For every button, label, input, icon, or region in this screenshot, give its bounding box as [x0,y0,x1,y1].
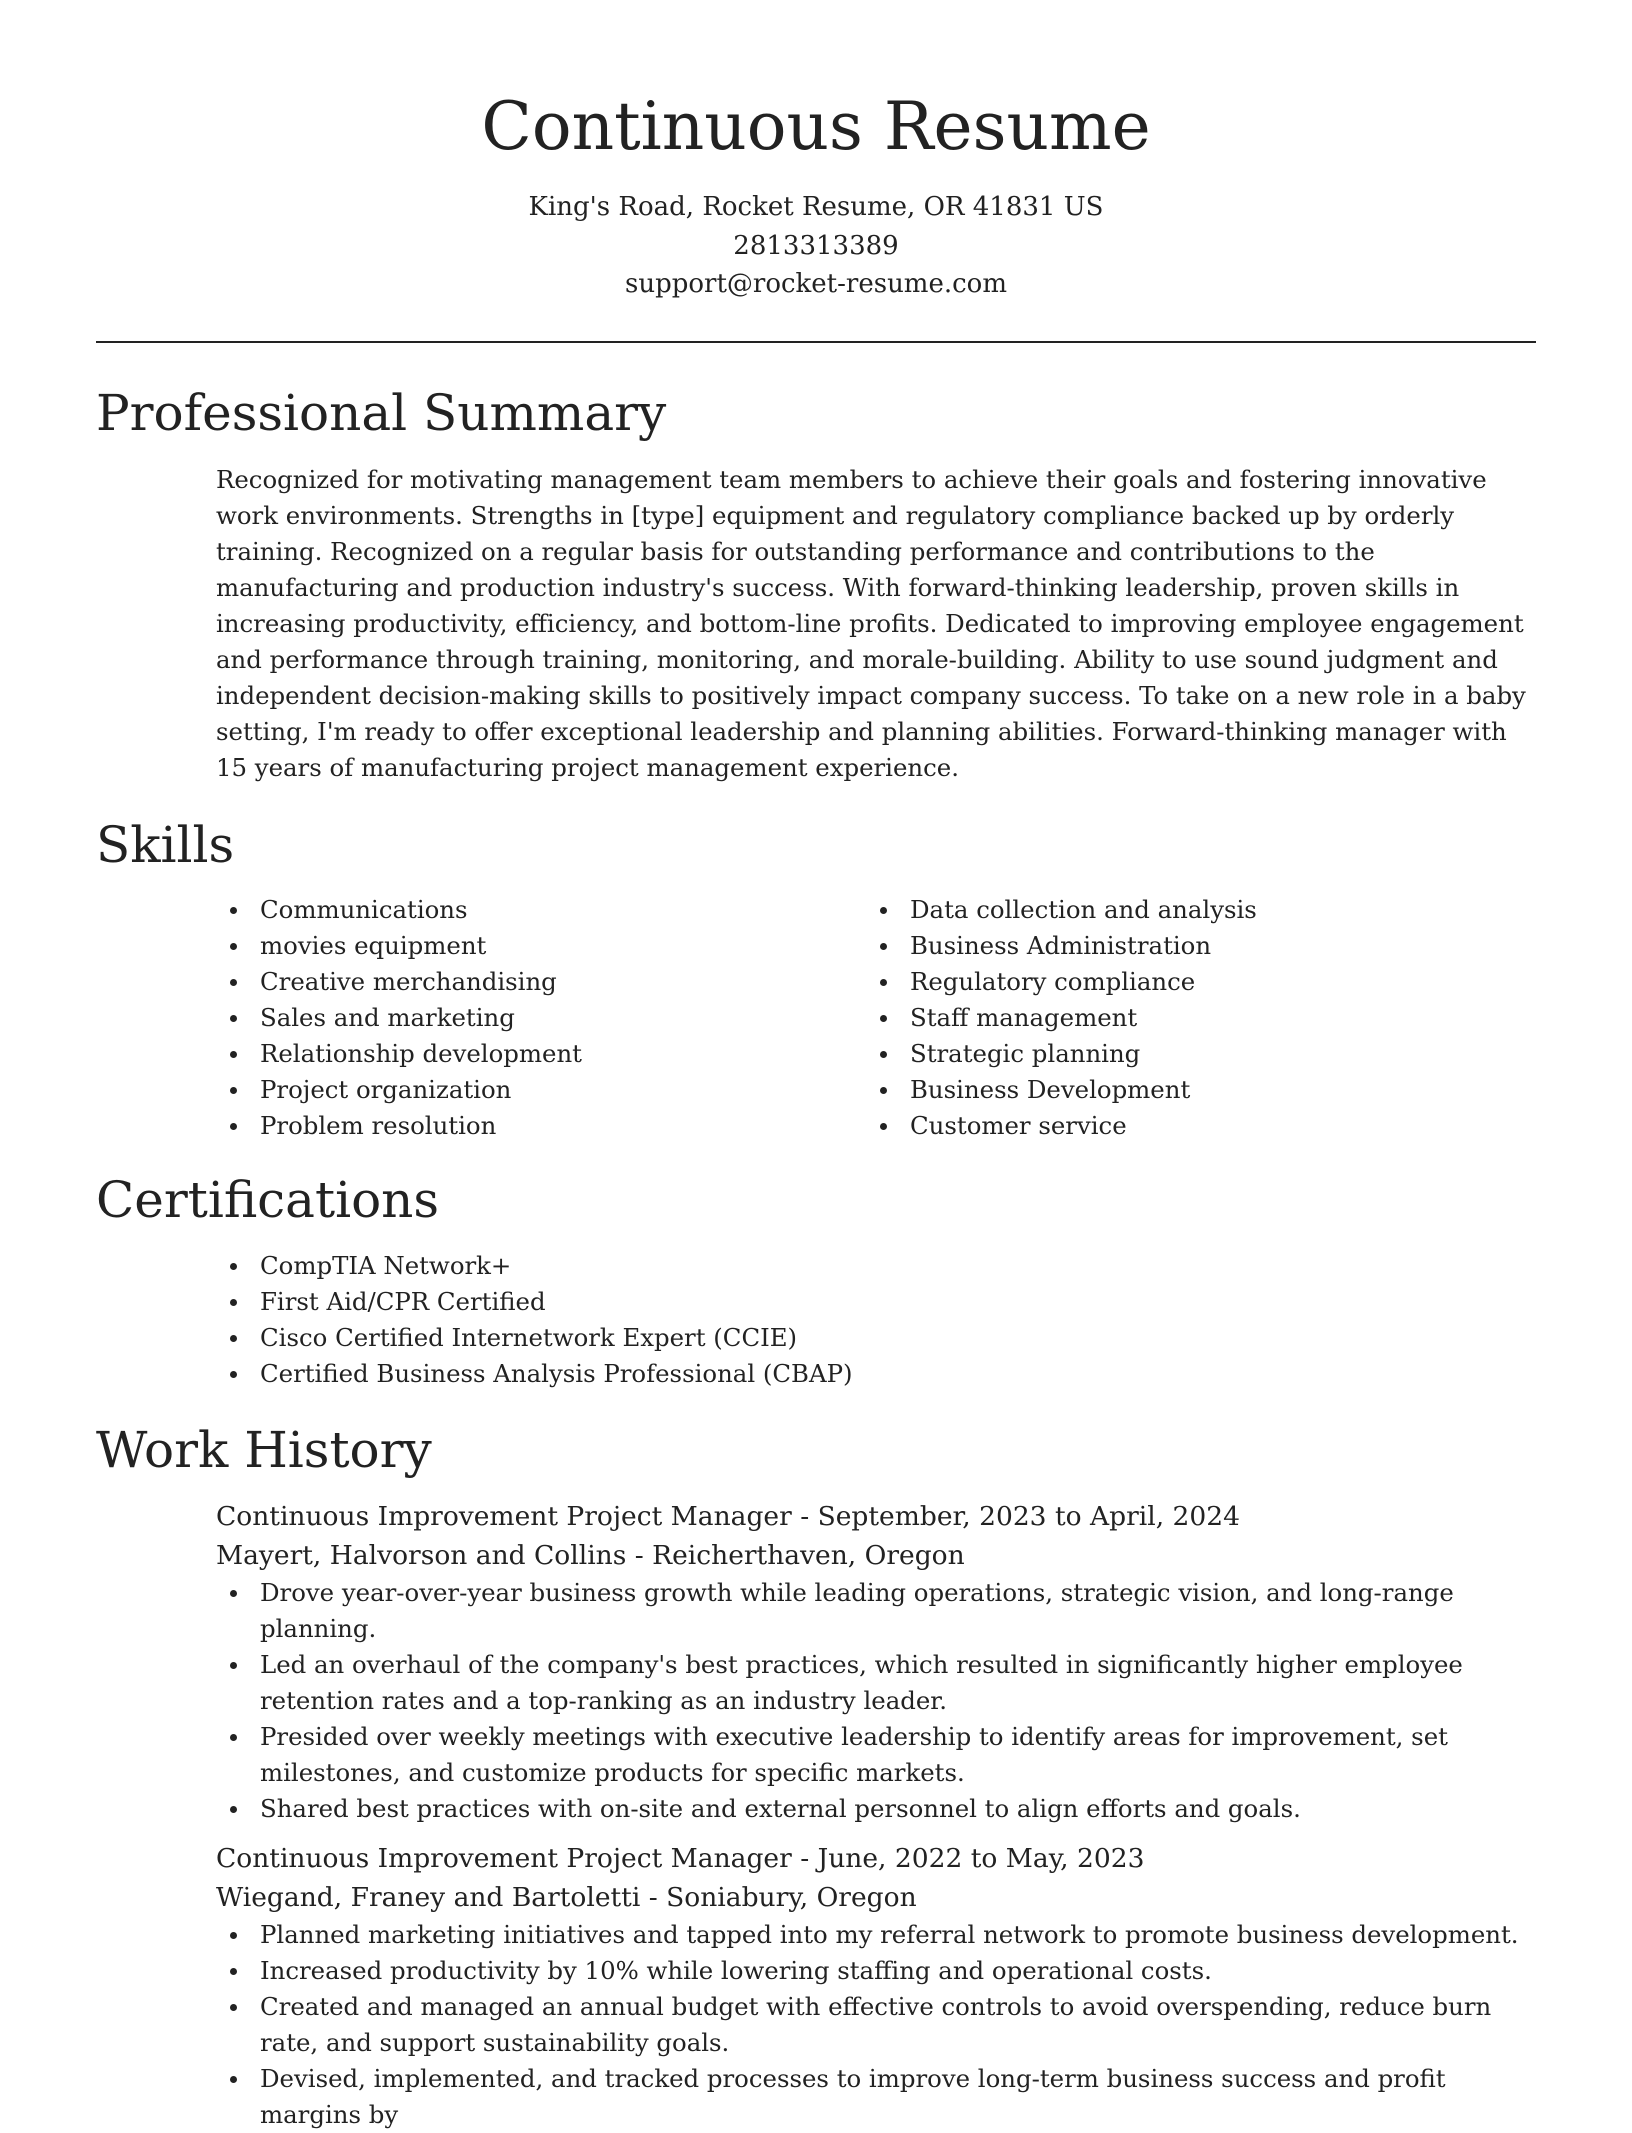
section-title-skills: Skills [96,816,235,874]
contact-address: King's Road, Rocket Resume, OR 41831 US [528,192,1104,222]
job-duty: Drove year-over-year business growth while leading operations, strategic vision, and long-range planning. [216,1575,1546,1647]
skill-item: Relationship development [216,1036,582,1072]
job-duties [216,1917,1546,2133]
skill-item: Business Development [866,1072,1257,1108]
candidate-name: Continuous Resume [481,88,1151,165]
skill-item: movies equipment [216,928,582,964]
job-duty: Presided over weekly meetings with executive leadership to identify areas for improvement, set milestones, and customize products for specific markets. [216,1719,1546,1791]
skill-item: Creative merchandising [216,964,582,1000]
job-entry [216,1498,1546,1827]
skill-item: Communications [216,892,582,928]
skill-item: Business Administration [866,928,1257,964]
job-duty: Created and managed an annual budget with effective controls to avoid overspending, reduce burn rate, and support sustainability goals. [216,1989,1546,2061]
job-title-line [216,1840,1546,1879]
skill-item: Strategic planning [866,1036,1257,1072]
skill-item: Data collection and analysis [866,892,1257,928]
job-location: Soniabury, Oregon [666,1881,917,1913]
job-company-line [216,1537,1546,1576]
skill-item: Staff management [866,1000,1257,1036]
resume-header [96,84,1536,304]
job-title-line [216,1498,1546,1537]
job-separator: - [626,1539,653,1571]
job-duty: Shared best practices with on-site and external personnel to align efforts and goals. [216,1791,1546,1827]
job-company-line [216,1879,1546,1918]
contact-block [96,188,1536,304]
skills-column-left [216,892,582,1144]
job-company: Wiegand, Franey and Bartoletti [216,1881,641,1913]
job-title: Continuous Improvement Project Manager [216,1501,792,1532]
contact-email: support@rocket-resume.com [624,269,1007,299]
section-title-certifications: Certifications [96,1171,440,1229]
skill-item: Regulatory compliance [866,964,1257,1000]
job-location: Reicherthaven, Oregon [652,1539,965,1571]
job-separator: - [640,1881,667,1913]
job-entry [216,1840,1546,2133]
job-duty: Devised, implemented, and tracked processes to improve long-term business success and profit margins by [216,2061,1546,2133]
job-separator: - [791,1501,818,1532]
section-title-work-history: Work History [96,1421,432,1479]
job-duties [216,1575,1546,1827]
certification-item: Cisco Certified Internetwork Expert (CCIE) [216,1320,853,1356]
skill-item: Customer service [866,1108,1257,1144]
summary-text: Recognized for motivating management team members to achieve their goals and fostering innovative work environments. Strengths in [type] equipment and regulatory compliance backed up by orderly training. Recognized on a regular basis for outstanding performance and contributions to the manufacturing and production industry's success. With forward-thinking leadership, proven skills in increasing productivity, efficiency, and bottom-line profits. Dedicated to improving employee engagement and performance through training, monitoring, and morale-building. Ability to use sound judgment and independent decision-making skills to positively impact company success. To take on a new role in a baby setting, I'm ready to offer exceptional leadership and planning abilities. Forward-thinking manager with 15 years of manufacturing project management experience. [216,465,1526,782]
certifications-list [216,1248,853,1392]
job-separator: - [791,1843,818,1874]
skill-item: Project organization [216,1072,582,1108]
job-dates: June, 2022 to May, 2023 [817,1843,1145,1874]
section-title-summary: Professional Summary [96,384,667,442]
header-divider [96,341,1536,343]
job-title: Continuous Improvement Project Manager [216,1843,792,1874]
skill-item: Problem resolution [216,1108,582,1144]
job-company: Mayert, Halvorson and Collins [216,1539,627,1571]
certification-item: Certified Business Analysis Professional (CBAP) [216,1356,853,1392]
job-dates: September, 2023 to April, 2024 [817,1501,1241,1532]
certification-item: First Aid/CPR Certified [216,1284,853,1320]
skills-column-right [866,892,1257,1144]
skill-item: Sales and marketing [216,1000,582,1036]
certification-item: CompTIA Network+ [216,1248,853,1284]
job-duty: Planned marketing initiatives and tapped into my referral network to promote business development. [216,1917,1546,1953]
job-duty: Increased productivity by 10% while lowering staffing and operational costs. [216,1953,1546,1989]
job-duty: Led an overhaul of the company's best practices, which resulted in significantly higher employee retention rates and a top-ranking as an industry leader. [216,1647,1546,1719]
contact-phone: 2813313389 [733,230,899,261]
